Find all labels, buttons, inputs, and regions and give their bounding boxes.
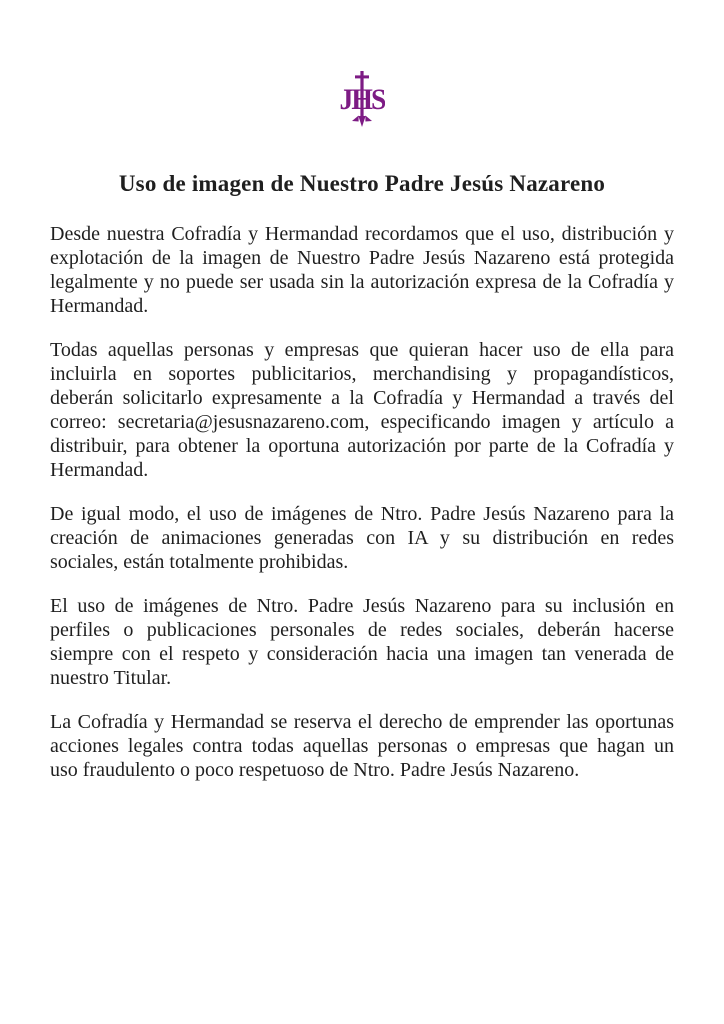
paragraph: [50, 502, 674, 574]
text-line: La Cofradía y Hermandad se reserva el derecho de emprender las oportunas: [50, 711, 674, 733]
staff-tip: [358, 116, 365, 127]
text-line: perfiles o publicaciones personales de redes sociales, deberán hacerse: [50, 619, 674, 641]
paragraph: [50, 338, 674, 482]
text-line: Hermandad.: [50, 295, 149, 317]
text-line: Todas aquellas personas y empresas que quieran hacer uso de ella para: [50, 339, 674, 361]
base-flare-right: [365, 116, 372, 122]
page-title: Uso de imagen de Nuestro Padre Jesús Nazareno: [118, 171, 606, 196]
text-line: De igual modo, el uso de imágenes de Ntro. Padre Jesús Nazareno para la: [50, 503, 674, 525]
jhs-christogram-icon: [339, 71, 385, 127]
text-line: distribuir, para obtener la oportuna autorización por parte de la Cofradía y: [50, 435, 674, 457]
text-line: sociales, están totalmente prohibidas.: [50, 551, 349, 573]
text-line: incluirla en soportes publicitarios, merchandising y propagandísticos,: [50, 363, 674, 385]
text-line: nuestro Titular.: [50, 667, 172, 689]
emblem-container: [0, 0, 724, 127]
text-line: legalmente y no puede ser usada sin la autorización expresa de la Cofradía y: [50, 271, 674, 293]
text-line: explotación de la imagen de Nuestro Padre Jesús Nazareno está protegida: [50, 247, 674, 269]
text-line: acciones legales contra todas aquellas personas o empresas que hagan un: [50, 735, 674, 757]
paragraph: [50, 222, 674, 318]
base-flare-left: [352, 116, 359, 122]
text-line: correo: secretaria@jesusnazareno.com, especificando imagen y artículo a: [50, 411, 674, 433]
text-line: deberán solicitarlo expresamente a la Cofradía y Hermandad a través del: [50, 387, 674, 409]
text-line: Hermandad.: [50, 459, 149, 481]
paragraph: [50, 594, 674, 690]
text-line: El uso de imágenes de Ntro. Padre Jesús Nazareno para su inclusión en: [50, 595, 674, 617]
text-line: Desde nuestra Cofradía y Hermandad recordamos que el uso, distribución y: [50, 223, 674, 245]
text-line: uso fraudulento o poco respetuoso de Ntro. Padre Jesús Nazareno.: [50, 759, 580, 781]
document-body: [50, 222, 674, 782]
paragraph: [50, 710, 674, 782]
cross-bar: [355, 75, 369, 78]
text-line: creación de animaciones generadas con IA y su distribución en redes: [50, 527, 674, 549]
text-line: siempre con el respeto y consideración hacia una imagen tan venerada de: [50, 643, 674, 665]
jhs-letters: JHS: [339, 82, 385, 117]
